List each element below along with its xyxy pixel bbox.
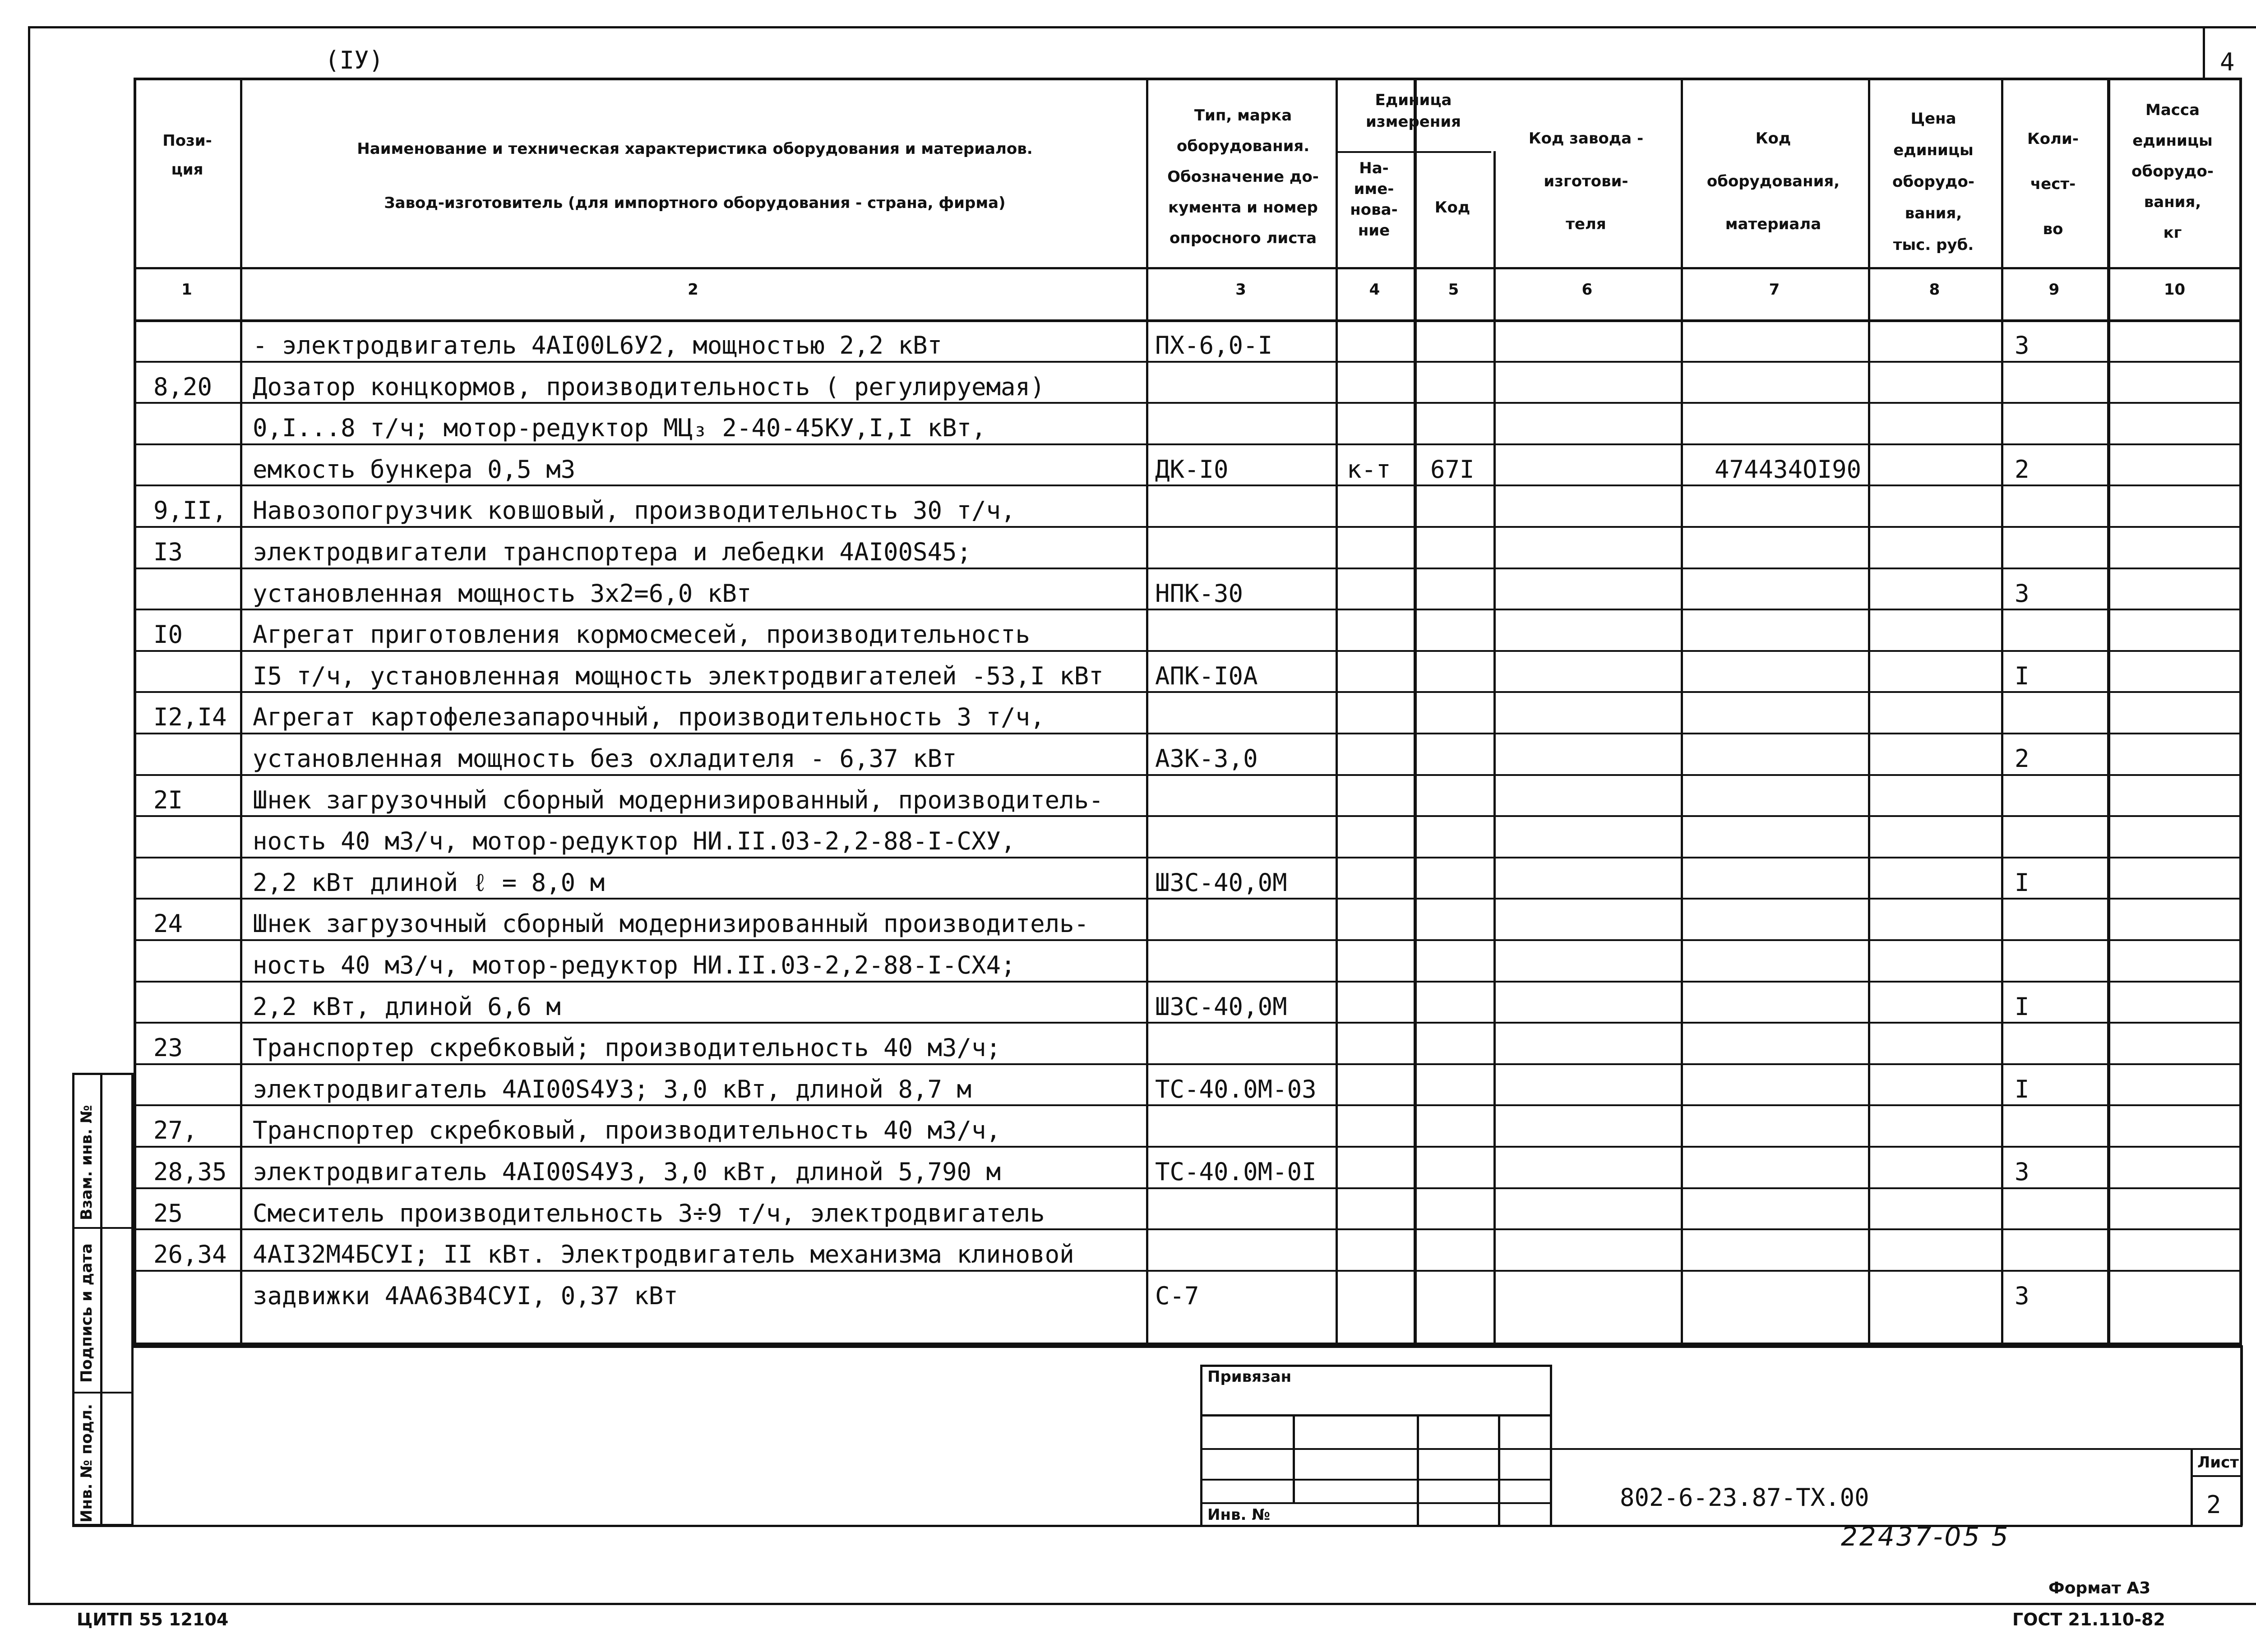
column-number: 10 (2164, 281, 2186, 299)
row-divider (1336, 151, 1491, 153)
page-corner-number: 4 (2220, 48, 2235, 76)
row-divider (134, 1228, 2242, 1230)
row-type: ТС-40.0М-03 (1155, 1075, 1317, 1103)
row-divider (134, 1022, 2242, 1024)
row-type: АЗК-3,0 (1155, 744, 1258, 773)
row-name: Дозатор концкормов, производительность ( регулируемая) (253, 372, 1045, 401)
row-divider (134, 1187, 2242, 1189)
row-name: 2,2 кВт длиной ℓ = 8,0 м (253, 868, 605, 897)
row-position: I2,I4 (153, 703, 227, 732)
row-name: задвижки 4АА63В4СУI, 0,37 кВт (253, 1281, 678, 1310)
row-type: АПК-I0А (1155, 661, 1258, 690)
column-number: 8 (1929, 281, 1940, 299)
gost-label: ГОСТ 21.110-82 (2012, 1610, 2165, 1629)
row-name: электродвигатель 4АI00S4У3, 3,0 кВт, длиной 5,790 м (253, 1158, 1001, 1186)
format-label: Формат А3 (2048, 1579, 2151, 1597)
row-name: Шнек загрузочный сборный модернизированный производитель- (253, 909, 1089, 938)
header-price: Цена единицы оборудо- вания, тыс. руб. (1892, 110, 1974, 254)
row-type: С-7 (1155, 1281, 1199, 1310)
row-name: Навозопогрузчик ковшовый, производительность 30 т/ч, (253, 496, 1016, 525)
row-unit: к-т (1347, 455, 1391, 484)
row-divider (134, 939, 2242, 941)
header-mass: Масса единицы оборудо- вания, кг (2131, 101, 2214, 242)
header-type: Тип, марка оборудования. Обозначение до- кумента и номер опросного листа (1167, 106, 1319, 247)
column-number: 4 (1369, 281, 1380, 299)
header-unit-code: Код (1434, 198, 1470, 217)
row-name: 2,2 кВт, длиной 6,6 м (253, 992, 561, 1021)
row-divider (134, 1146, 2242, 1148)
row-name: электродвигатели транспортера и лебедки 4АI00S45; (253, 538, 972, 566)
row-divider (134, 774, 2242, 776)
row-divider (134, 1063, 2242, 1065)
row-name: 4АI32М4БСУI; II кВт. Электродвигатель механизма клиновой (253, 1240, 1074, 1269)
column-number: 7 (1769, 281, 1780, 299)
column-number: 9 (2048, 281, 2060, 299)
row-position: 26,34 (153, 1240, 227, 1269)
stamp-privyazan-label: Привязан (1207, 1368, 1292, 1386)
row-divider (134, 526, 2242, 528)
column-divider (1493, 151, 1496, 1345)
row-divider (134, 733, 2242, 734)
row-position: 23 (153, 1034, 183, 1062)
row-divider (134, 568, 2242, 569)
row-divider (134, 691, 2242, 693)
row-divider (134, 485, 2242, 486)
corner-divider (2203, 26, 2205, 80)
side-label-podpis: Подпись и дата (78, 1243, 96, 1383)
row-qty: 3 (2015, 579, 2029, 608)
row-qty: I (2015, 1075, 2029, 1103)
row-qty: 2 (2015, 455, 2029, 484)
row-type: ТС-40.0М-0I (1155, 1158, 1317, 1186)
row-qty: I (2015, 868, 2029, 897)
header-unit: Единица измерения (1366, 91, 1461, 131)
row-divider (134, 815, 2242, 817)
row-divider (134, 1345, 2242, 1348)
row-name: установленная мощность 3х2=6,0 кВт (253, 579, 752, 608)
row-type: НПК-30 (1155, 579, 1244, 608)
side-label-inv-podl: Инв. № подл. (78, 1403, 96, 1523)
row-divider (134, 361, 2242, 363)
row-divider (134, 609, 2242, 610)
row-divider (134, 402, 2242, 404)
row-equip-code: 474434OI90 (1715, 455, 1862, 484)
row-type: ПХ-6,0-I (1155, 331, 1273, 360)
row-position: 2I (153, 785, 183, 814)
row-qty: 3 (2015, 1158, 2029, 1186)
header-unit-name: На- име- нова- ние (1350, 159, 1398, 240)
row-position: 24 (153, 909, 183, 938)
column-number: 2 (688, 281, 698, 299)
column-number: 1 (181, 281, 192, 299)
header-equip-code: Код оборудования, материала (1706, 129, 1840, 233)
row-name: - электродвигатель 4АI00L6У2, мощностью 2,2 кВт (253, 331, 943, 360)
column-number: 6 (1581, 281, 1593, 299)
row-position: 25 (153, 1199, 183, 1227)
row-type: ШЗС-40,0М (1155, 868, 1287, 897)
row-position: I0 (153, 620, 183, 649)
column-number: 5 (1448, 281, 1459, 299)
handwritten-number: 22437-05 5 (1841, 1521, 2010, 1552)
row-divider (134, 898, 2242, 900)
row-name: Транспортер скребковый; производительность 40 м3/ч; (253, 1034, 1001, 1062)
row-qty: 2 (2015, 744, 2029, 773)
row-name: ность 40 м3/ч, мотор-редуктор НИ.II.03-2,2-88-I-СХУ, (253, 827, 1016, 856)
section-mark: (IУ) (325, 46, 384, 74)
row-name: Смеситель производительность 3÷9 т/ч, электродвигатель (253, 1199, 1045, 1227)
row-name: электродвигатель 4АI00S4У3; 3,0 кВт, длиной 8,7 м (253, 1075, 972, 1103)
row-qty: 3 (2015, 331, 2029, 360)
row-type: ДК-I0 (1155, 455, 1229, 484)
row-name: Агрегат приготовления кормосмесей, производительность (253, 620, 1031, 649)
side-label-zam-inv: Взам. инв. № (78, 1105, 96, 1220)
row-divider (134, 319, 2242, 322)
row-name: ность 40 м3/ч, мотор-редуктор НИ.II.03-2,2-88-I-СХ4; (253, 951, 1016, 979)
stamp-sheet-number: 2 (2206, 1490, 2221, 1519)
row-divider (134, 1104, 2242, 1106)
row-type: ШЗС-40,0М (1155, 992, 1287, 1021)
header-qty: Коли- чест- во (2027, 130, 2079, 238)
row-name: Шнек загрузочный сборный модернизированный, производитель- (253, 785, 1104, 814)
header-factory: Код завода - изготови- теля (1528, 129, 1644, 233)
header-name: Наименование и техническая характеристика оборудования и материалов. Завод-изготовитель (для импортного оборудования - страна, фирма) (357, 140, 1033, 212)
cittp-label: ЦИТП 55 12104 (77, 1610, 229, 1629)
row-divider (134, 981, 2242, 983)
stamp-inv-no-label: Инв. № (1207, 1506, 1271, 1524)
row-divider (134, 1270, 2242, 1272)
column-number: 3 (1235, 281, 1246, 299)
row-qty: I (2015, 661, 2029, 690)
row-position: I3 (153, 538, 183, 566)
row-name: I5 т/ч, установленная мощность электродвигателей -53,I кВт (253, 661, 1104, 690)
row-position: 8,20 (153, 372, 213, 401)
row-position: 9,II, (153, 496, 227, 525)
row-unit-code: 67I (1430, 455, 1475, 484)
row-divider (134, 267, 2242, 269)
stamp-document-code: 802-6-23.87-ТХ.00 (1620, 1483, 1869, 1512)
row-divider (134, 443, 2242, 445)
row-position: 27, (153, 1116, 198, 1145)
row-name: установленная мощность без охладителя - 6,37 кВт (253, 744, 957, 773)
row-name: Агрегат картофелезапарочный, производительность 3 т/ч, (253, 703, 1045, 732)
row-qty: I (2015, 992, 2029, 1021)
row-qty: 3 (2015, 1281, 2029, 1310)
stamp-sheet-label: Лист (2197, 1454, 2239, 1472)
header-pos: Пози- ция (162, 132, 212, 179)
row-name: Транспортер скребковый, производительность 40 м3/ч, (253, 1116, 1001, 1145)
row-divider (134, 857, 2242, 858)
row-name: емкость бункера 0,5 м3 (253, 455, 576, 484)
row-name: 0,I...8 т/ч; мотор-редуктор МЦ₃ 2-40-45КУ,I,I кВт, (253, 414, 986, 443)
row-position: 28,35 (153, 1158, 227, 1186)
row-divider (134, 650, 2242, 652)
